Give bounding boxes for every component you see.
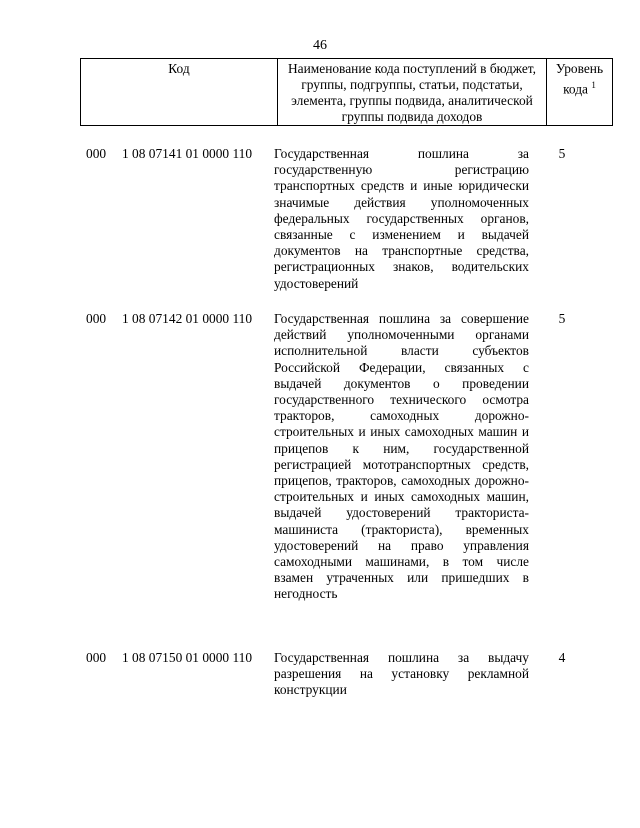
code-level: 5 xyxy=(558,311,566,326)
revenue-code: 1 08 07141 01 0000 110 xyxy=(122,146,253,161)
header-name: Наименование кода поступлений в бюджет, группы, подгруппы, статьи, подстатьи, элемента, группы подвида, аналитической группы подвида доходов xyxy=(278,59,547,126)
revenue-name: Государственная пошлина за совершение действий уполномоченными органами исполнительной власти субъектов Российской Федерации, связанных с выдачей документов о проведении государственного технического осмотра тракторов, самоходных дорожно-строительных и иных самоходных машин и прицепов к ним, государственной регистрацией мототранспортных средств, прицепов, тракторов, самоходных дорожно-строительных и иных самоходных машин, выдачей удостоверений тракториста-машиниста (тракториста), временных удостоверений на право управления самоходными машинами, в том числе взамен утраченных или пришедших в негодность xyxy=(274,311,529,602)
revenue-code: 1 08 07142 01 0000 110 xyxy=(122,311,253,326)
header-level xyxy=(547,59,613,126)
revenue-code: 1 08 07150 01 0000 110 xyxy=(122,650,253,665)
page-number: 46 xyxy=(313,38,327,53)
table-header xyxy=(80,58,613,126)
revenue-name: Государственная пошлина за выдачу разрешения на установку рекламной конструкции xyxy=(274,650,529,698)
code-level: 5 xyxy=(558,146,566,161)
admin-code: 000 xyxy=(86,311,107,326)
table-body xyxy=(80,146,595,699)
header-code: Код xyxy=(81,59,278,126)
admin-code: 000 xyxy=(86,146,107,161)
table-row xyxy=(80,650,595,699)
code-level: 4 xyxy=(558,650,566,665)
table-row xyxy=(80,146,595,311)
admin-code: 000 xyxy=(86,650,107,665)
revenue-name: Государственная пошлина за государственную регистрацию транспортных средств и иные юридически значимые действия уполномоченных федеральных государственных органов, связанные с изменением и выдачей документов на транспортные средства, регистрационных знаков, водительских удостоверений xyxy=(274,146,529,291)
header-level-footnote: 1 xyxy=(591,80,596,90)
header-level-label: Уровень кода xyxy=(555,61,604,97)
table-row xyxy=(80,311,595,650)
